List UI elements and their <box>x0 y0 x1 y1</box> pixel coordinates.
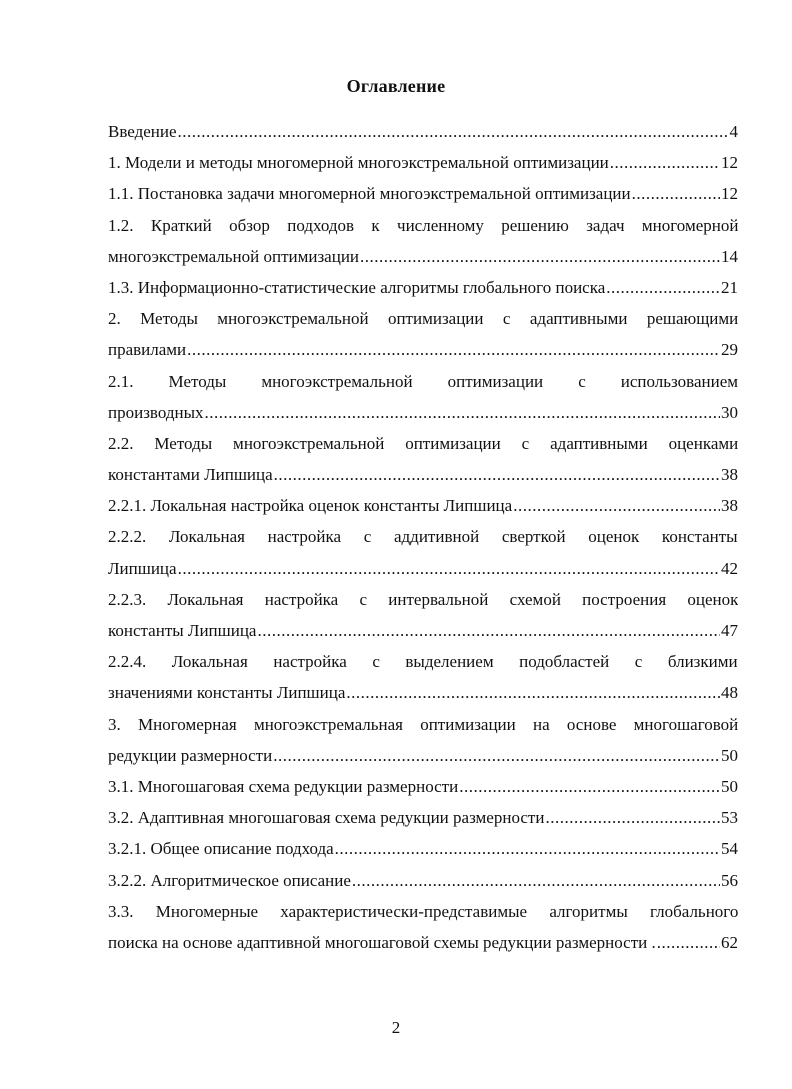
toc-entry[interactable] <box>108 147 738 178</box>
toc-entry[interactable] <box>108 397 738 428</box>
toc-entry-title: 2.2.1. Локальная настройка оценок константы Липшица <box>108 496 513 516</box>
toc-entry-title: 2.2.4. Локальная настройка с выделением подобластей с близкими <box>108 652 738 672</box>
page-number: 2 <box>391 1018 401 1037</box>
toc-entry-title: 2.1. Методы многоэкстремальной оптимизации с использованием <box>108 371 738 391</box>
toc-leader-dots <box>178 116 729 147</box>
toc-entry-title: поиска на основе адаптивной многошаговой схемы редукции размерности . <box>108 932 656 952</box>
toc-entry-title: 1.3. Информационно-статистические алгоритмы глобального поиска <box>108 277 606 297</box>
toc-leader-dots <box>257 615 720 646</box>
toc-leader-dots <box>335 833 720 864</box>
toc-entry-title: константы Липшица <box>108 621 257 640</box>
toc-entry[interactable] <box>108 521 738 552</box>
toc-entry[interactable] <box>108 896 738 927</box>
toc-entry-page: 47 <box>721 621 738 640</box>
toc-entry-title: 1. Модели и методы многомерной многоэкстремальной оптимизации <box>108 153 609 173</box>
toc-entry[interactable] <box>108 459 738 490</box>
toc-entry-page: 12 <box>721 153 738 173</box>
toc-entry[interactable] <box>108 709 738 740</box>
toc-leader-dots <box>459 771 720 802</box>
toc-entry[interactable] <box>108 865 738 896</box>
toc-entry-title: Липшица <box>108 558 177 578</box>
toc-entry-title: константами Липшица <box>108 465 273 485</box>
toc-leader-dots <box>632 178 720 209</box>
toc-title: Оглавление <box>346 76 446 96</box>
toc-entry-page: 30 <box>721 402 738 422</box>
toc-leader-dots <box>545 802 720 833</box>
toc-leader-dots <box>606 272 720 303</box>
toc-entry-page: 48 <box>721 683 738 703</box>
toc-entry-page: 50 <box>721 745 738 765</box>
toc-entry[interactable] <box>108 490 738 521</box>
toc-entry-title: 3. Многомерная многоэкстремальная оптимизации на основе многошаговой <box>108 714 738 734</box>
toc-leader-dots <box>273 740 720 771</box>
toc-entry-title: 1.2. Краткий обзор подходов к численному решению задач многомерной <box>108 215 738 235</box>
toc-entry-page: 56 <box>721 870 738 890</box>
toc-entry-title: 2.2. Методы многоэкстремальной оптимизации с адаптивными оценками <box>108 433 738 453</box>
toc-entry-title: многоэкстремальной оптимизации <box>108 246 360 266</box>
toc-leader-dots <box>360 241 720 272</box>
toc-entry-title: значениями константы Липшица <box>108 683 346 703</box>
toc-entry[interactable] <box>108 802 738 833</box>
toc-entry[interactable] <box>108 646 738 677</box>
toc-entry-page: 21 <box>721 277 738 297</box>
toc-leader-dots <box>178 553 720 584</box>
toc-entry-title: 3.2. Адаптивная многошаговая схема редукции размерности <box>108 808 545 828</box>
toc-entry[interactable] <box>108 303 738 334</box>
toc-leader-dots <box>610 147 720 178</box>
toc-leader-dots <box>352 865 720 896</box>
toc-entry[interactable] <box>108 241 738 272</box>
toc-entry[interactable] <box>108 584 738 615</box>
toc-entry-page: 38 <box>721 465 738 485</box>
table-of-contents <box>108 116 738 958</box>
toc-entry-title: 3.2.1. Общее описание подхода <box>108 839 334 859</box>
toc-entry[interactable] <box>108 553 738 584</box>
toc-entry[interactable] <box>108 334 738 365</box>
toc-entry[interactable] <box>108 927 738 958</box>
toc-entry-title: правилами <box>108 340 187 360</box>
toc-entry[interactable] <box>108 833 738 864</box>
toc-entry[interactable] <box>108 428 738 459</box>
toc-entry[interactable] <box>108 272 738 303</box>
toc-entry-page: 62 <box>721 932 738 952</box>
toc-entry-page: 12 <box>721 184 738 204</box>
toc-entry-title: производных <box>108 402 204 422</box>
toc-entry-page: 4 <box>729 122 738 141</box>
toc-entry-page: 54 <box>721 839 738 859</box>
toc-entry[interactable] <box>108 740 738 771</box>
toc-entry-title: 2. Методы многоэкстремальной оптимизации с адаптивными решающими <box>108 309 738 329</box>
toc-entry-title: 3.1. Многошаговая схема редукции размерности <box>108 776 459 796</box>
toc-entry[interactable] <box>108 210 738 241</box>
toc-entry-title: 3.3. Многомерные характеристически-представимые алгоритмы глобального <box>108 901 738 921</box>
toc-leader-dots <box>346 677 720 708</box>
toc-entry-title: 1.1. Постановка задачи многомерной многоэкстремальной оптимизации <box>108 184 631 204</box>
toc-leader-dots <box>205 397 720 428</box>
toc-entry-page: 14 <box>721 246 738 266</box>
toc-entry-title: 2.2.2. Локальная настройка с аддитивной сверткой оценок константы <box>108 527 738 547</box>
toc-entry-page: 29 <box>721 340 738 360</box>
toc-entry[interactable] <box>108 366 738 397</box>
toc-leader-dots <box>513 490 720 521</box>
toc-leader-dots <box>657 927 720 958</box>
toc-leader-dots <box>187 334 720 365</box>
toc-entry-page: 53 <box>721 808 738 828</box>
toc-entry-title: Введение <box>108 122 177 141</box>
toc-entry-title: 2.2.3. Локальная настройка с интервальной схемой построения оценок <box>108 589 738 609</box>
toc-entry[interactable] <box>108 615 738 646</box>
toc-entry-title: 3.2.2. Алгоритмическое описание <box>108 870 351 890</box>
toc-entry[interactable] <box>108 116 738 147</box>
toc-entry-page: 38 <box>721 496 738 516</box>
toc-entry-page: 50 <box>721 776 738 796</box>
toc-entry-page: 42 <box>721 558 738 578</box>
toc-entry[interactable] <box>108 677 738 708</box>
toc-entry-title: редукции размерности <box>108 745 273 765</box>
toc-entry[interactable] <box>108 178 738 209</box>
toc-leader-dots <box>274 459 720 490</box>
toc-entry[interactable] <box>108 771 738 802</box>
